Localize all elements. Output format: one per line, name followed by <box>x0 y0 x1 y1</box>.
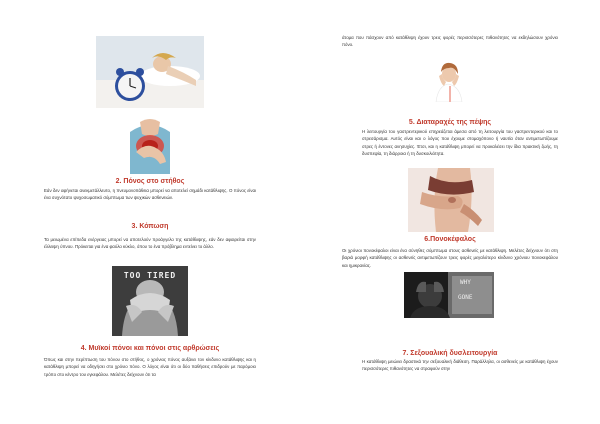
paragraph-chest-pain: Εάν δεν αφήνεται ανεκμετάλλευτο, η πνευμονοπάθεια μπορεί να αποτελεί σημάδι κατάθλιψης. Ο πόνος είναι ένα συχνότατο ψυχοσωματικό σύμπτωμα των ψυχικών ασθενειών. <box>44 188 256 201</box>
why-text: WHY <box>460 279 471 286</box>
paragraph-digestive-disorders: Η λειτουργία του γαστρεντερικού επηρεάζεται άμεσα από τη λειτουργία του γαστρεντερικού και το στρεσάρισμα. Αυτός είναι και ο λόγος που έχουμε στομαχόπονο ή ναυτία όταν αντιμετωπίζουμε στρες ή έντονες ανησυχίες. Έτσι, και η κατάθλιψη μπορεί να προκαλέσει την ίδια πρακτική ζωής, τη δυσπεψία, τη διάρροια ή τη δυσκοιλιότητα. <box>362 129 558 156</box>
heading-sexual-dysfunction: 7. Σεξουαλική δυσλειτουργία <box>402 350 498 357</box>
head-in-hands-photo <box>404 272 494 318</box>
chest-pain-photo <box>116 112 184 174</box>
stomach-ache-photo <box>408 168 494 232</box>
right-page <box>300 0 600 424</box>
paragraph-continuation: άτομα που πάσχουν από κατάθλιψη έχουν τρεις φορές περισσότερες πιθανότητες να εκδηλώσουν χρόνιο πόνο. <box>342 35 558 48</box>
heading-muscle-joint-pain: 4. Μυϊκοί πόνοι και πόνοι στις αρθρώσεις <box>80 345 220 352</box>
paragraph-fatigue: Τα μειωμένα επίπεδα ενέργειας μπορεί να αποτελούν προάγγελο της κατάθλιψης, εάν δεν αφαιρείται στην έλλειψη ύπνου. Πρόκειται για ένα φαύλο κύκλο, όπου το ένα πρόβλημα εντείνει το άλλο. <box>44 237 256 250</box>
heading-headache: 6.Πονοκέφαλος <box>424 236 476 243</box>
too-tired-text: TOO TIRED <box>123 271 177 280</box>
headache-woman-photo <box>428 56 470 102</box>
paragraph-muscle-joint-pain: Όπως και στην περίπτωση του πόνου στο στήθος, ο χρόνιος πόνος αυξάνει τον κίνδυνο κατάθλιψης και η κατάθλιψη μπορεί να οδηγήσει στο χρόνιο πόνο. Ο λόγος είναι ότι οι δύο παθήσεις επιδρούν με παρόμοιο τρόπο στο κέντρο του εγκεφάλου. Μελέτες δείχνουν ότι τα <box>44 357 256 377</box>
paragraph-sexual-dysfunction: Η κατάθλιψη μειώνει δραστικά την σεξουαλική διάθεση. Παράλληλα, οι ασθενείς με κατάθλιψη έχουν περισσότερες πιθανότητες να στραφούν στην <box>362 359 558 372</box>
heading-fatigue: 3. Κόπωση <box>131 223 169 230</box>
heading-chest-pain: 2. Πόνος στο στήθος <box>115 178 185 185</box>
heading-digestive-disorders: 5. Διαταραχές της πέψης <box>408 119 492 126</box>
paragraph-headache: Οι χρόνιοι πονοκέφαλοι είναι ένα σύνηθες σύμπτωμα στους ασθενείς με κατάθλιψη. Μελέτες δείχνουν ότι στη βαριά μορφή κατάθλιψης οι ασθενείς αντιμετωπίζουν τρεις φορές μεγαλύτερο κίνδυνο χρόνιου πονοκεφάλου και ημικρανίας. <box>342 248 558 268</box>
sleep-alarm-photo <box>96 36 204 108</box>
gone-text: GONE <box>458 294 473 301</box>
too-tired-photo <box>112 266 188 336</box>
